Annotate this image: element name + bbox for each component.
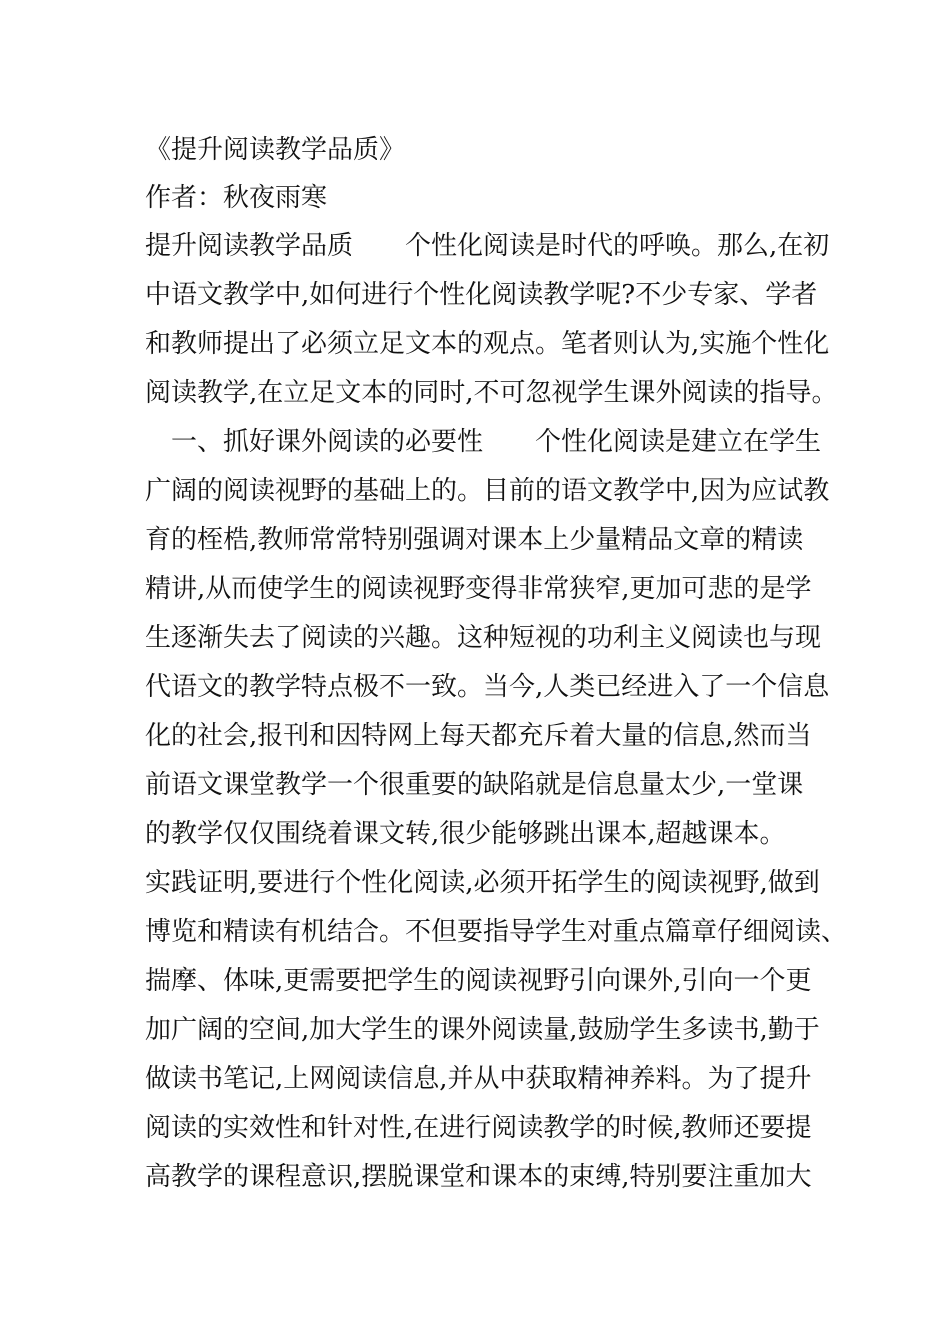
- body-line: 一、抓好课外阅读的必要性 个性化阅读是建立在学生: [145, 427, 822, 457]
- body-line: 和教师提出了必须立足文本的观点。笔者则认为,实施个性化: [145, 329, 830, 359]
- body-line: 代语文的教学特点极不一致。当今,人类已经进入了一个信息: [145, 672, 830, 702]
- body-line: 博览和精读有机结合。不但要指导学生对重点篇章仔细阅读、: [145, 917, 848, 947]
- body-line: 精讲,从而使学生的阅读视野变得非常狭窄,更加可悲的是学: [145, 574, 812, 604]
- body-line: 实践证明,要进行个性化阅读,必须开拓学生的阅读视野,做到: [145, 868, 820, 898]
- body-line: 中语文教学中,如何进行个性化阅读教学呢?不少专家、学者: [145, 280, 818, 310]
- body-line: 提升阅读教学品质 个性化阅读是时代的呼唤。那么,在初: [145, 231, 830, 261]
- document-title: 《提升阅读教学品质》: [145, 135, 406, 165]
- body-line: 阅读教学,在立足文本的同时,不可忽视学生课外阅读的指导。: [145, 378, 838, 408]
- document-author: 作者：秋夜雨寒: [145, 183, 328, 213]
- body-line: 揣摩、体味,更需要把学生的阅读视野引向课外,引向一个更: [145, 966, 812, 996]
- body-line: 育的桎梏,教师常常特别强调对课本上少量精品文章的精读: [145, 525, 804, 555]
- body-line: 广阔的阅读视野的基础上的。目前的语文教学中,因为应试教: [145, 476, 830, 506]
- body-line: 做读书笔记,上网阅读信息,并从中获取精神养料。为了提升: [145, 1064, 812, 1094]
- body-line: 化的社会,报刊和因特网上每天都充斥着大量的信息,然而当: [145, 721, 812, 751]
- body-line: 高教学的课程意识,摆脱课堂和课本的束缚,特别要注重加大: [145, 1162, 812, 1192]
- body-line: 的教学仅仅围绕着课文转,很少能够跳出课本,超越课本。: [145, 819, 786, 849]
- body-line: 阅读的实效性和针对性,在进行阅读教学的时候,教师还要提: [145, 1113, 812, 1143]
- body-line: 生逐渐失去了阅读的兴趣。这种短视的功利主义阅读也与现: [145, 623, 822, 653]
- body-line: 前语文课堂教学一个很重要的缺陷就是信息量太少,一堂课: [145, 770, 804, 800]
- body-line: 加广阔的空间,加大学生的课外阅读量,鼓励学生多读书,勤于: [145, 1015, 820, 1045]
